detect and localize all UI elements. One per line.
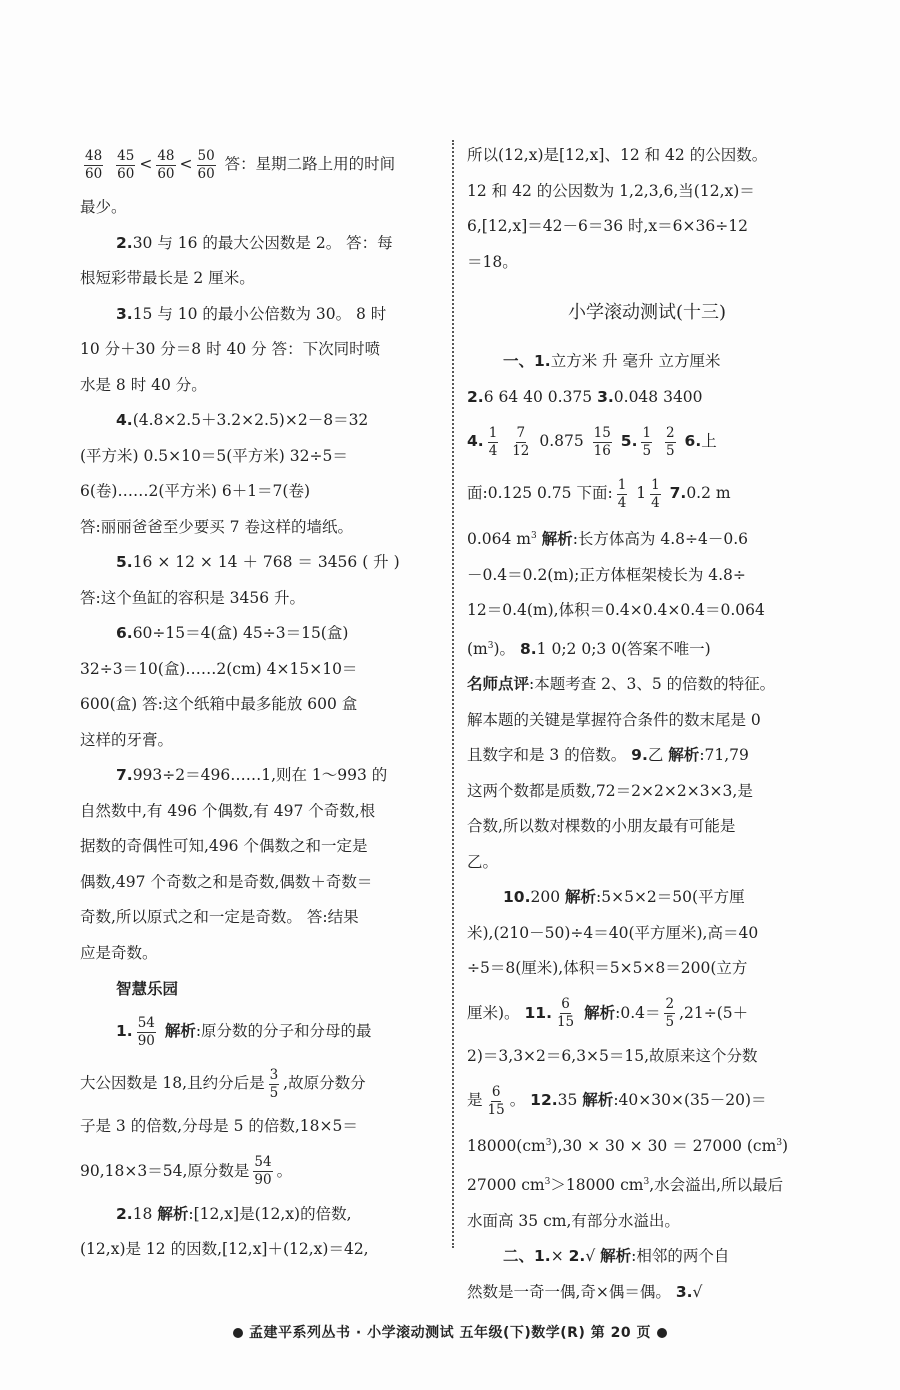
fraction: $\frac{7}{12}$ bbox=[512, 424, 530, 459]
text-line: 600(盒) 答:这个纸箱中最多能放 600 盒 bbox=[80, 695, 358, 713]
fraction: $\frac{54}{90}$ bbox=[137, 1014, 155, 1049]
text-line: 10 分＋30 分＝8 时 40 分 答：下次同时喷 bbox=[80, 340, 381, 358]
text-line: 6,[12,x]＝42－6＝36 时,x＝6×36÷12 bbox=[467, 217, 748, 235]
text-line: $18000(cm^3),30 \times 30 \times 30 = 27000$ $(cm^3)$ bbox=[467, 1137, 789, 1156]
text-line: 6(卷)……2(平方米) 6＋1＝7(卷) bbox=[80, 482, 311, 500]
text-line: 27000 $cm^3>18000$ $cm^3$,水会溢出,所以最后 bbox=[467, 1176, 784, 1195]
fraction: $\frac{1}{4}$ bbox=[488, 424, 498, 459]
fraction: $\frac{2}{5}$ bbox=[666, 424, 675, 459]
answer-item: 10.200 解析:5×5×2＝50(平方厘 bbox=[503, 888, 745, 907]
fraction: $\frac{6}{15}$ bbox=[487, 1083, 505, 1118]
footer-text: 孟建平系列丛书 · 小学滚动测试 五年级(下)数学(R) 第 20 页 bbox=[249, 1325, 651, 1341]
answer-item: 2.6 64 40 0.375 3.0.048 3400 bbox=[467, 387, 703, 406]
answer-item: 4.(4.8×2.5＋3.2×2.5)×2－8＝32 bbox=[116, 411, 369, 429]
text-line: 答:丽丽爸爸至少要买 7 卷这样的墙纸。 bbox=[80, 517, 353, 536]
text-line: 奇数,所以原式之和一定是奇数。 答:结果 bbox=[80, 908, 359, 926]
text-line: (平方米) 0.5×10＝5(平方米) 32÷5＝ bbox=[80, 446, 348, 465]
answer-item: 6.60÷15＝4(盒) 45÷3＝15(盒) bbox=[116, 624, 349, 642]
text-line: 自然数中,有 496 个偶数,有 497 个奇数,根 bbox=[80, 801, 376, 820]
fraction: $\frac{54}{90}$ bbox=[254, 1154, 272, 1188]
text-line: 根短彩带最长是 2 厘米。 bbox=[80, 269, 255, 287]
answer-item: 4. $\frac{1}{4}$ $\frac{7}{12}$ 0.875 $\frac{15}{16}$ 5. $\frac{1}{5}$ $\frac{2}{5}$ 6.上 bbox=[467, 424, 717, 459]
answer-item: 2.18 解析:[12,x]是(12,x)的倍数, bbox=[116, 1204, 352, 1223]
text-line: 且数字和是 3 的倍数。 9.乙 解析:71,79 bbox=[467, 746, 749, 765]
text-line: 12 和 42 的公因数为 1,2,3,6,当(12,x)＝ bbox=[467, 181, 755, 200]
answer-item: 5.16 × 12 × 14 ＋ 768 ＝ 3456 ( 升 ) bbox=[116, 553, 400, 571]
fraction: $\frac{1}{4}$ bbox=[651, 476, 660, 511]
text-line: 水面高 35 cm,有部分水溢出。 bbox=[467, 1211, 680, 1230]
right-column bbox=[467, 138, 827, 1310]
text-line: 大公因数是 18,且约分后是 $\frac{3}{5}$ ,故原分数分 bbox=[80, 1066, 366, 1101]
text-line: 这样的牙膏。 bbox=[80, 730, 174, 749]
text-line: 2)＝3,3×2＝6,3×5＝15,故原来这个分数 bbox=[467, 1046, 758, 1065]
text-line: 子是 3 的倍数,分母是 5 的倍数,18×5＝ bbox=[80, 1117, 358, 1135]
text-line: 所以(12,x)是[12,x]、12 和 42 的公因数。 bbox=[467, 146, 768, 164]
column-divider bbox=[452, 140, 454, 1248]
fraction: $\frac{2}{5}$ bbox=[665, 996, 675, 1031]
text-line: 90,18×3＝54,原分数是 $\frac{54}{90}$ 。 bbox=[80, 1154, 293, 1188]
text-line: 名师点评:本题考查 2、3、5 的倍数的特征。 bbox=[467, 675, 776, 694]
text-line: 米),(210－50)÷4＝40(平方厘米),高＝40 bbox=[467, 923, 759, 942]
text-line: 乙。 bbox=[467, 852, 499, 871]
fraction: $\frac{48}{60}$ bbox=[157, 147, 175, 182]
text-line: $(m^3)$。 8.1 0;2 0;3 0(答案不唯一) bbox=[467, 639, 711, 658]
text-line: (12,x)是 12 的因数,[12,x]＋(12,x)＝42, bbox=[80, 1240, 369, 1258]
text-line: 这两个数都是质数,72＝2×2×2×3×3,是 bbox=[467, 781, 753, 800]
fraction: $\frac{1}{5}$ bbox=[642, 424, 652, 459]
answer-item: 一、1.立方米 升 毫升 立方厘米 bbox=[503, 352, 721, 370]
text-line: 12＝0.4(m),体积＝0.4×0.4×0.4＝0.064 bbox=[467, 601, 765, 620]
bullet-icon bbox=[657, 1328, 667, 1338]
fraction: $\frac{45}{60}$ bbox=[117, 147, 135, 182]
bullet-icon bbox=[233, 1328, 243, 1338]
text-line: 然数是一奇一偶,奇×偶＝偶。 3.√ bbox=[467, 1282, 703, 1301]
text-line: 解本题的关键是掌握符合条件的数末尾是 0 bbox=[467, 710, 761, 729]
text-line: 0.064 $m^3$ 解析:长方体高为 4.8÷4－0.6 bbox=[467, 530, 748, 549]
answer-item: 2.30 与 16 的最大公因数是 2。 答：每 bbox=[116, 233, 393, 252]
text-line: 合数,所以数对棵数的小朋友最有可能是 bbox=[467, 817, 736, 836]
answer-item: 7.993÷2＝496……1,则在 1～993 的 bbox=[116, 766, 388, 784]
answer-item: 二、1.× 2.√ 解析:相邻的两个自 bbox=[503, 1247, 730, 1266]
fraction: $\frac{48}{60}$ bbox=[85, 147, 103, 182]
text-line: $\frac{48}{60}$ $\frac{45}{60}$ < $\frac{48}{60}$ < $\frac{50}{60}$ 答：星期二路上用的时间 bbox=[85, 147, 396, 182]
fraction: $\frac{15}{16}$ bbox=[593, 424, 611, 459]
fraction: $\frac{6}{15}$ bbox=[556, 996, 575, 1031]
section-heading: 智慧乐园 bbox=[116, 980, 179, 998]
text-line: 答:这个鱼缸的容积是 3456 升。 bbox=[80, 588, 306, 607]
page-footer bbox=[0, 1322, 900, 1342]
fraction: $\frac{1}{4}$ bbox=[617, 476, 627, 511]
text-line: 偶数,497 个奇数之和是奇数,偶数＋奇数＝ bbox=[80, 872, 373, 891]
text-line: －0.4＝0.2(m);正方体框架棱长为 4.8÷ bbox=[467, 565, 746, 584]
fraction: $\frac{3}{5}$ bbox=[269, 1066, 279, 1101]
answer-item: 1. $\frac{54}{90}$ 解析:原分数的分子和分母的最 bbox=[116, 1014, 372, 1049]
text-line: 厘米)。 11. $\frac{6}{15}$ 解析:0.4＝ $\frac{2}{5}$ ,21÷(5＋ bbox=[467, 996, 749, 1031]
text-line: 据数的奇偶性可知,496 个偶数之和一定是 bbox=[80, 837, 368, 855]
answer-item: 3.15 与 10 的最小公倍数为 30。 8 时 bbox=[116, 304, 387, 323]
text-line: 水是 8 时 40 分。 bbox=[80, 375, 207, 394]
text-line: ＝18。 bbox=[467, 252, 518, 271]
text-line: 最少。 bbox=[80, 198, 127, 216]
text-line: 32÷3＝10(盒)……2(cm) 4×15×10＝ bbox=[80, 659, 358, 678]
left-column bbox=[80, 138, 440, 1268]
fraction: $\frac{50}{60}$ bbox=[197, 147, 215, 182]
section-title: 小学滚动测试(十三) bbox=[567, 302, 727, 323]
text-line: 面:0.125 0.75 下面: $\frac{1}{4}$ 1 $\frac{1}{4}$ 7.0.2 m bbox=[467, 476, 731, 511]
text-line: 应是奇数。 bbox=[80, 943, 158, 962]
text-line: 是 $\frac{6}{15}$ 。 12.35 解析:40×30×(35－20)＝ bbox=[467, 1083, 767, 1118]
text-line: ÷5＝8(厘米),体积＝5×5×8＝200(立方 bbox=[467, 959, 748, 978]
